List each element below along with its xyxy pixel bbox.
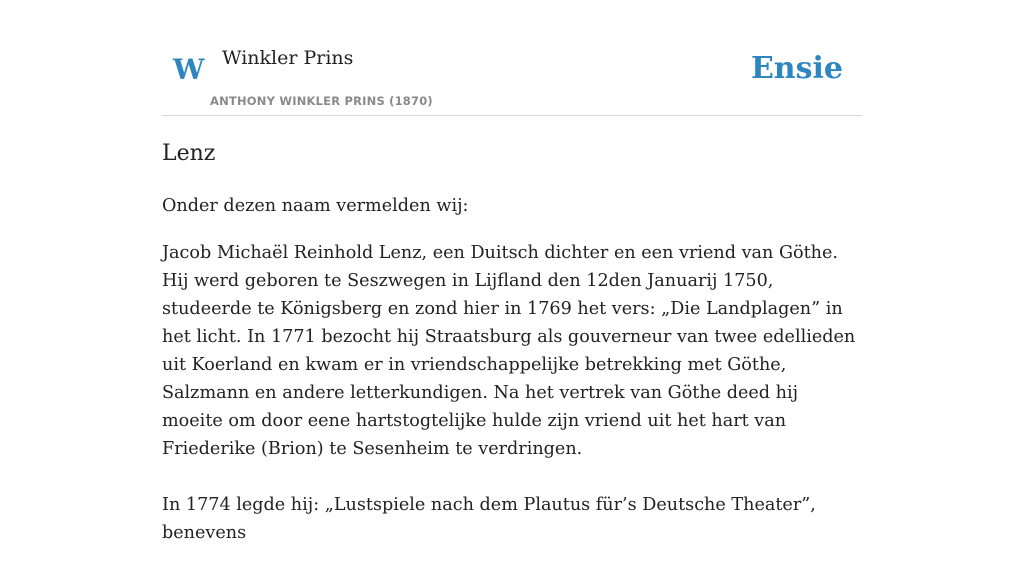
article-body — [162, 192, 862, 566]
article-paragraph-intro: Onder dezen naam vermelden wij: — [162, 196, 469, 216]
source-logo-icon[interactable]: W — [173, 53, 205, 86]
source-title-link[interactable]: Winkler Prins — [222, 47, 354, 69]
article-title: Lenz — [162, 141, 216, 166]
source-subtitle: ANTHONY WINKLER PRINS (1870) — [210, 94, 433, 108]
page — [162, 0, 862, 543]
article-paragraph-biography: Jacob Michaël Reinhold Lenz, een Duitsch dichter en een vriend van Göthe. Hij werd geboren te Seszwegen in Lijfland den 12den Januarij 1750, studeerde te Königsberg en zond hier in 1769 het vers: „Die Landplagen” in het licht. In 1771 bezocht hij Straatsburg als gouverneur van twee edellieden uit Koerland en kwam er in vriendschappelijke betrekking met Göthe, Salzmann en andere letterkundigen. Na het vertrek van Göthe deed hij moeite om door eene hartstogtelijke hulde zijn vriend uit het hart van Friederike (Brion) te Sesenheim te verdringen. — [162, 243, 856, 459]
ensie-logo-link[interactable]: Ensie — [750, 51, 843, 86]
source-header — [162, 0, 862, 116]
article-paragraph-works: In 1774 legde hij: „Lustspiele nach dem Plautus für’s Deutsche Theater”, benevens — [162, 495, 816, 543]
